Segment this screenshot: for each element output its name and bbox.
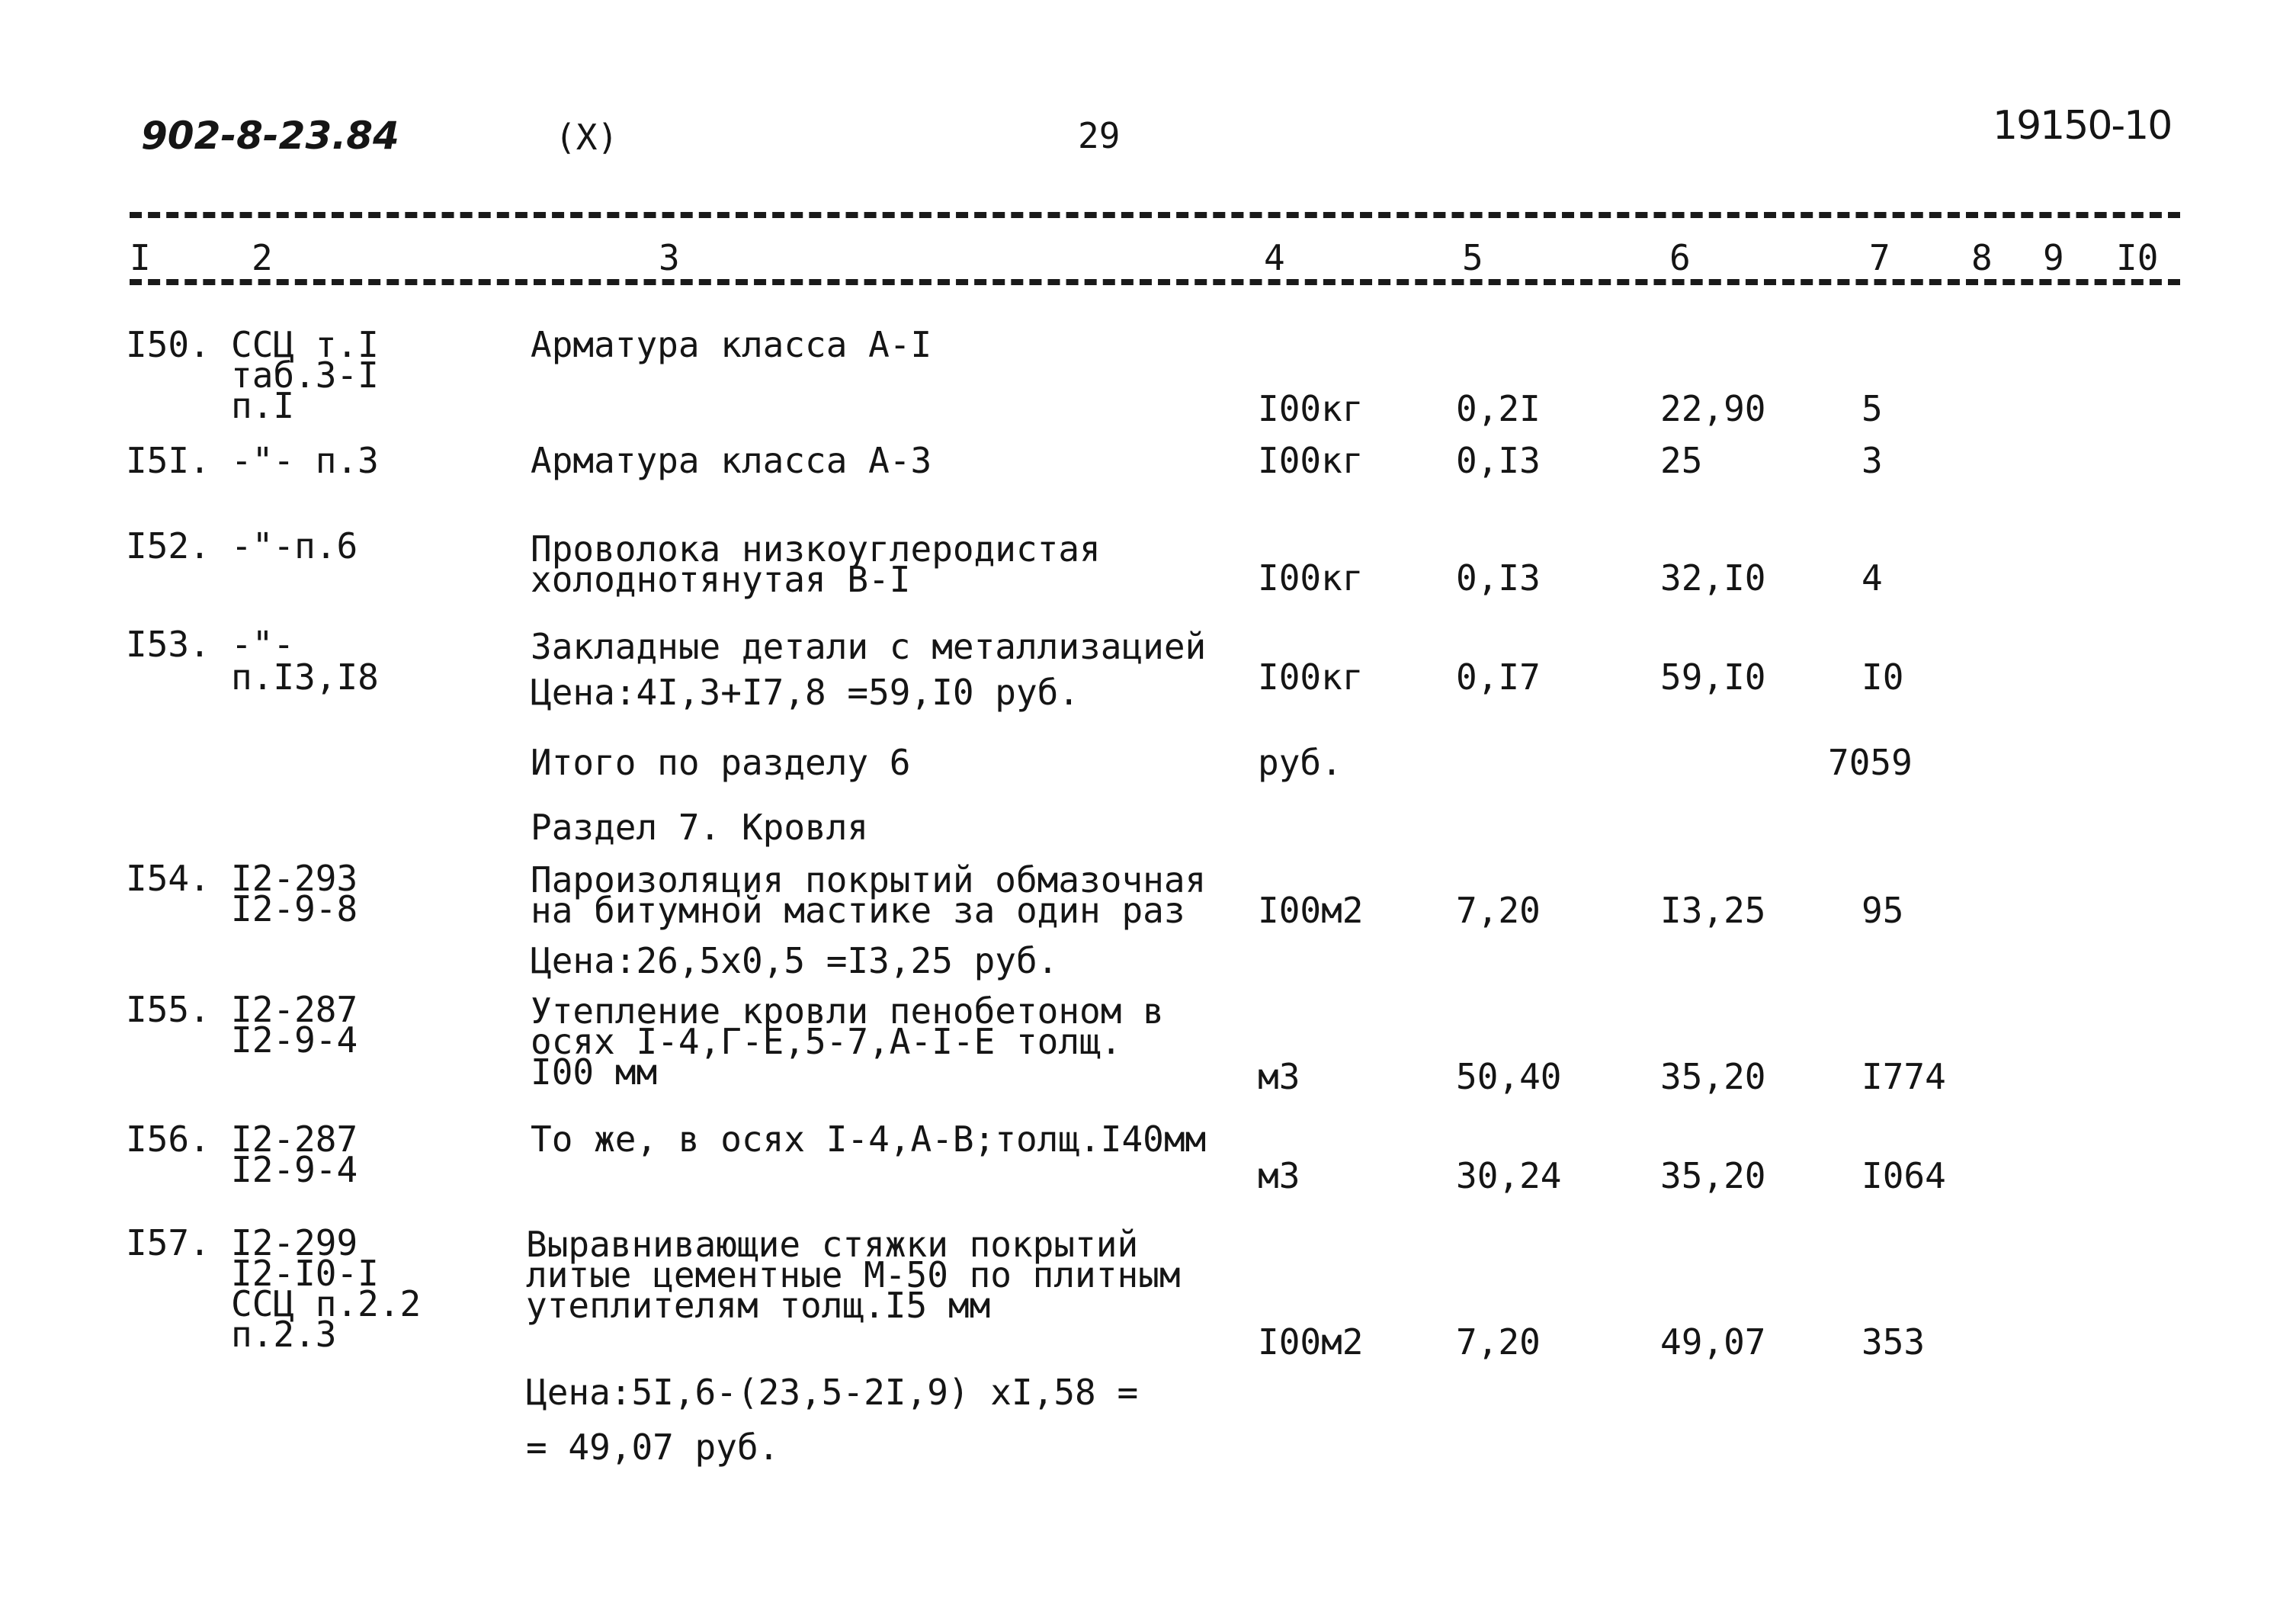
row-number: I57. — [126, 1222, 210, 1263]
column-header-8: 8 — [1971, 237, 1993, 278]
document-code: 902-8-23.84 — [141, 114, 399, 158]
row-total: 3 — [1861, 440, 1883, 481]
row-number: I55. — [126, 989, 210, 1030]
row-reference: I2-9-4 — [231, 1019, 358, 1061]
row-reference: I2-I0-I — [231, 1253, 379, 1294]
row-quantity: 0,2I — [1456, 388, 1541, 429]
subtotal-value: 7059 — [1828, 742, 1913, 783]
row-number: I52. — [126, 525, 210, 567]
column-header-2: 2 — [252, 237, 273, 278]
row-description: литые цементные М-50 по плитным — [526, 1254, 1181, 1295]
row-reference: ССЦ п.2.2 — [231, 1283, 422, 1324]
row-description: Выравнивающие стяжки покрытий — [526, 1224, 1139, 1265]
row-description: Цена:26,5x0,5 =I3,25 руб. — [531, 940, 1059, 981]
sheet-code: 19150-10 — [1993, 103, 2172, 149]
row-number: I56. — [126, 1119, 210, 1160]
row-reference: -"- — [231, 624, 295, 665]
row-total: I064 — [1861, 1155, 1946, 1196]
row-unit: I00м2 — [1258, 890, 1364, 931]
row-reference: I2-299 — [231, 1222, 358, 1263]
row-total: 353 — [1861, 1321, 1926, 1363]
row-unit: I00кг — [1258, 388, 1364, 429]
row-total: 5 — [1861, 388, 1883, 429]
row-total: I774 — [1861, 1056, 1946, 1097]
row-reference: ССЦ т.I — [231, 324, 379, 365]
row-unit-price: 32,I0 — [1660, 557, 1766, 599]
row-description: Арматура класса A-3 — [531, 440, 932, 481]
row-quantity: 7,20 — [1456, 1321, 1541, 1363]
document-letter: (X) — [555, 117, 619, 158]
row-reference: -"-п.6 — [231, 525, 358, 567]
row-unit: I00м2 — [1258, 1321, 1364, 1363]
row-unit: I00кг — [1258, 440, 1364, 481]
header-bottom-rule — [130, 279, 2180, 285]
row-reference: п.2.3 — [231, 1314, 337, 1355]
row-reference: I2-9-8 — [231, 888, 358, 929]
row-unit-price: 59,I0 — [1660, 656, 1766, 698]
row-quantity: 0,I3 — [1456, 440, 1541, 481]
row-quantity: 7,20 — [1456, 890, 1541, 931]
row-reference: I2-287 — [231, 989, 358, 1030]
row-description: Закладные детали с металлизацией — [531, 626, 1207, 667]
row-quantity: 50,40 — [1456, 1056, 1562, 1097]
row-reference: п.I — [231, 385, 295, 426]
row-description: осях I-4,Г-Е,5-7,А-I-Е толщ. — [531, 1021, 1122, 1062]
row-description: Утепление кровли пенобетоном в — [531, 990, 1164, 1032]
row-number: I54. — [126, 858, 210, 899]
row-description: утеплителям толщ.I5 мм — [526, 1285, 991, 1326]
row-description: Проволока низкоуглеродистая — [531, 528, 1101, 570]
row-unit-price: I3,25 — [1660, 890, 1766, 931]
row-reference: I2-287 — [231, 1119, 358, 1160]
row-unit-price: 35,20 — [1660, 1056, 1766, 1097]
row-total: 95 — [1861, 890, 1904, 931]
row-description: То же, в осях I-4,А-В;толщ.I40мм — [531, 1119, 1207, 1160]
row-total: 4 — [1861, 557, 1883, 599]
row-reference: I2-293 — [231, 858, 358, 899]
column-header-9: 9 — [2043, 237, 2064, 278]
subtotal-unit: руб. — [1258, 742, 1342, 783]
row-description: = 49,07 руб. — [526, 1427, 780, 1468]
row-description: Цена:5I,6-(23,5-2I,9) xI,58 = — [526, 1372, 1139, 1413]
row-quantity: 0,I7 — [1456, 656, 1541, 698]
column-header-3: 3 — [659, 237, 680, 278]
row-unit: м3 — [1258, 1155, 1300, 1196]
row-number: I50. — [126, 324, 210, 365]
header-top-rule — [130, 212, 2180, 218]
section-heading: Раздел 7. Кровля — [531, 807, 869, 848]
row-quantity: 30,24 — [1456, 1155, 1562, 1196]
row-unit: м3 — [1258, 1056, 1300, 1097]
row-description: Пароизоляция покрытий обмазочная — [531, 859, 1207, 900]
row-quantity: 0,I3 — [1456, 557, 1541, 599]
row-description: Цена:4I,3+I7,8 =59,I0 руб. — [531, 672, 1080, 713]
row-description: I00 мм — [531, 1051, 658, 1093]
column-header-4: 4 — [1264, 237, 1285, 278]
row-unit-price: 49,07 — [1660, 1321, 1766, 1363]
row-unit-price: 35,20 — [1660, 1155, 1766, 1196]
column-header-10: I0 — [2116, 237, 2159, 278]
column-header-5: 5 — [1462, 237, 1483, 278]
row-total: I0 — [1861, 656, 1904, 698]
row-unit-price: 25 — [1660, 440, 1703, 481]
row-unit-price: 22,90 — [1660, 388, 1766, 429]
subtotal-label: Итого по разделу 6 — [531, 742, 911, 783]
row-unit: I00кг — [1258, 656, 1364, 698]
row-number: I5I. — [126, 440, 210, 481]
row-number: I53. — [126, 624, 210, 665]
row-description: холоднотянутая B-I — [531, 559, 911, 600]
page-number: 29 — [1078, 115, 1121, 156]
row-reference: I2-9-4 — [231, 1149, 358, 1190]
row-description: Арматура класса A-I — [531, 324, 932, 365]
row-reference: -"- п.3 — [231, 440, 379, 481]
row-unit: I00кг — [1258, 557, 1364, 599]
row-reference: п.I3,I8 — [231, 656, 379, 698]
column-header-1: I — [130, 237, 151, 278]
row-reference: таб.3-I — [231, 355, 379, 396]
column-header-6: 6 — [1669, 237, 1691, 278]
row-description: на битумной мастике за один раз — [531, 890, 1185, 931]
column-header-7: 7 — [1869, 237, 1890, 278]
